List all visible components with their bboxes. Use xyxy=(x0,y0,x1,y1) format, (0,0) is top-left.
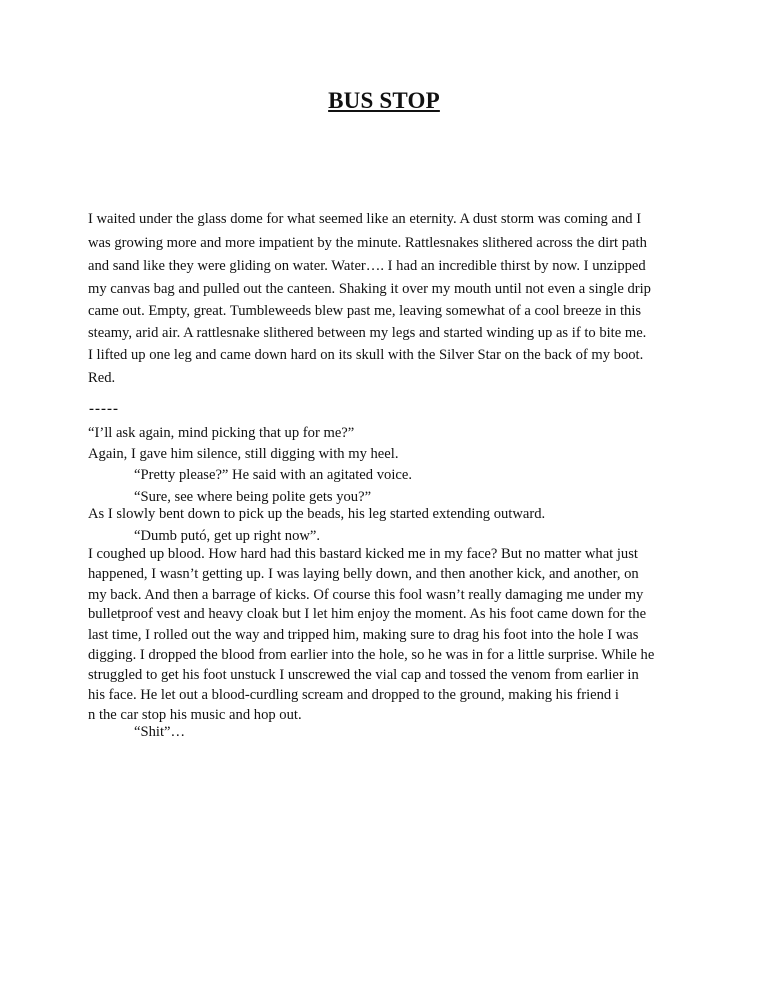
section-two-line: “Shit”… xyxy=(134,724,186,740)
section-two-line: “I’ll ask again, mind picking that up for me?” xyxy=(88,425,355,441)
section-two-line: happened, I wasn’t getting up. I was laying belly down, and then another kick, and another, on xyxy=(88,566,639,582)
document-title: BUS STOP xyxy=(328,88,440,113)
section-two-line: I coughed up blood. How hard had this bastard kicked me in my face? But no matter what just xyxy=(88,546,638,562)
paragraph-one-line: I waited under the glass dome for what seemed like an eternity. A dust storm was coming and I xyxy=(88,211,642,227)
section-two-line: As I slowly bent down to pick up the beads, his leg started extending outward. xyxy=(88,506,546,522)
section-two-line: struggled to get his foot unstuck I unscrewed the vial cap and tossed the venom from earlier in xyxy=(88,667,639,683)
section-two-line: last time, I rolled out the way and tripped him, making sure to drag his foot into the hole I was xyxy=(88,627,639,643)
paragraph-one-line: I lifted up one leg and came down hard on its skull with the Silver Star on the back of my boot. xyxy=(88,347,644,363)
section-two-line: “Dumb putó, get up right now”. xyxy=(134,528,321,544)
paragraph-one-line: was growing more and more impatient by the minute. Rattlesnakes slithered across the dirt path xyxy=(88,235,647,251)
paragraph-one-line: came out. Empty, great. Tumbleweeds blew past me, leaving somewhat of a cool breeze in this xyxy=(88,303,642,319)
section-two-line: “Pretty please?” He said with an agitated voice. xyxy=(134,467,412,483)
paragraph-one-line: my canvas bag and pulled out the canteen. Shaking it over my mouth until not even a single drip xyxy=(88,281,651,297)
section-two-line: “Sure, see where being polite gets you?” xyxy=(134,489,372,505)
section-two-line: digging. I dropped the blood from earlier into the hole, so he was in for a little surprise. While he xyxy=(88,647,655,663)
section-two-line: Again, I gave him silence, still digging with my heel. xyxy=(88,446,399,462)
section-two-line: my back. And then a barrage of kicks. Of course this fool wasn’t really damaging me under my xyxy=(88,587,644,603)
section-two-line: bulletproof vest and heavy cloak but I let him enjoy the moment. As his foot came down for the xyxy=(88,606,647,622)
paragraph-one-line: steamy, arid air. A rattlesnake slithered between my legs and started winding up as if to bite me. xyxy=(88,325,647,341)
paragraph-one-line: and sand like they were gliding on water. Water…. I had an incredible thirst by now. I unzipped xyxy=(88,258,646,274)
section-two-line: his face. He let out a blood-curdling scream and dropped to the ground, making his friend i xyxy=(88,687,619,703)
section-two-line: n the car stop his music and hop out. xyxy=(88,707,302,723)
paragraph-one-line: Red. xyxy=(88,370,116,386)
section-divider: ----- xyxy=(89,401,119,417)
